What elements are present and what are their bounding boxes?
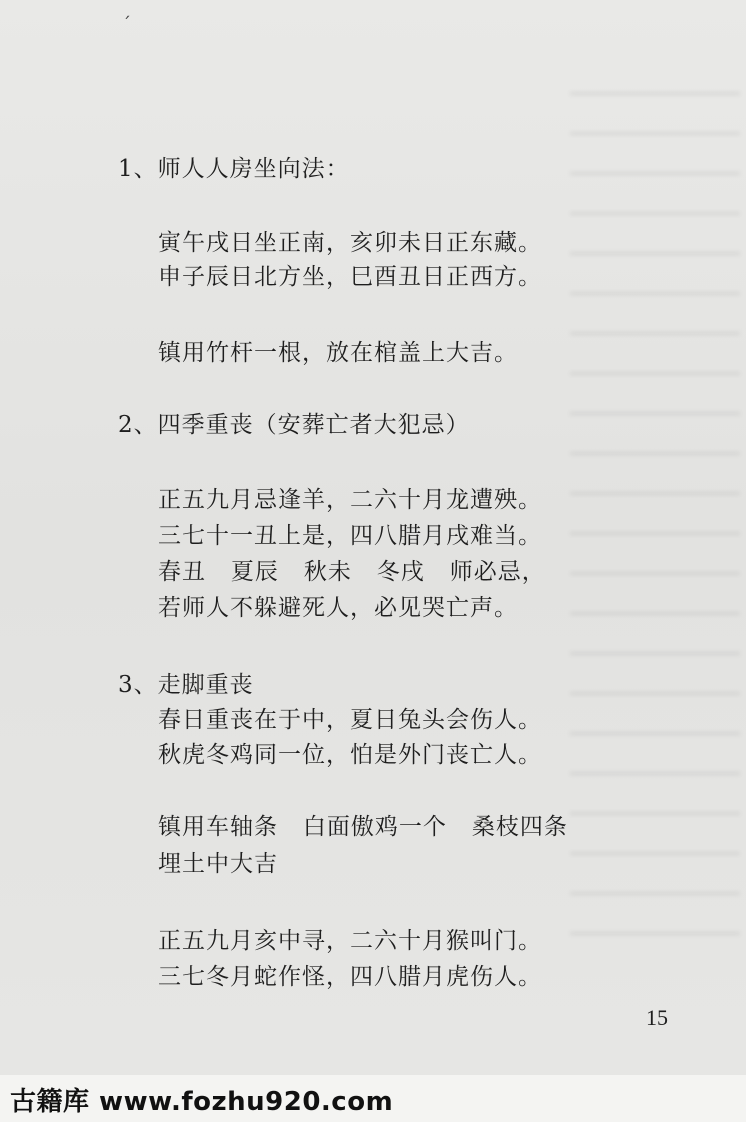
text-line: 埋土中大吉	[158, 851, 278, 877]
text-line: 三七十一丑上是，四八腊月戌难当。	[158, 523, 542, 549]
pen-mark: ˊ	[122, 14, 131, 35]
watermark-footer	[0, 1075, 746, 1122]
page-number: 15	[646, 1005, 668, 1030]
text-line: 寅午戌日坐正南，亥卯未日正东藏。	[158, 230, 542, 256]
text-line: 春日重丧在于中，夏日兔头会伤人。	[158, 707, 542, 733]
bleed-through-shadow	[570, 70, 740, 950]
text-line: 三七冬月蛇作怪，四八腊月虎伤人。	[158, 964, 542, 990]
text-line: 镇用竹杆一根，放在棺盖上大吉。	[158, 340, 518, 366]
section-heading-3: 3、走脚重丧	[118, 672, 254, 698]
section-heading-2: 2、四季重丧（安葬亡者大犯忌）	[118, 412, 470, 438]
watermark-text: 古籍库 www.fozhu920.com	[10, 1087, 394, 1117]
text-line: 秋虎冬鸡同一位，怕是外门丧亡人。	[158, 742, 542, 768]
section-heading-1: 1、师人人房坐向法：	[118, 156, 350, 182]
text-line: 若师人不躲避死人，必见哭亡声。	[158, 595, 518, 621]
text-line: 正五九月亥中寻，二六十月猴叫门。	[158, 928, 542, 954]
text-line: 正五九月忌逢羊，二六十月龙遭殃。	[158, 487, 542, 513]
text-line: 申子辰日北方坐，巳酉丑日正西方。	[158, 264, 542, 290]
text-line: 春丑 夏辰 秋未 冬戌 师必忌，	[158, 559, 546, 585]
text-line: 镇用车轴条 白面傲鸡一个 桑枝四条	[158, 814, 568, 840]
